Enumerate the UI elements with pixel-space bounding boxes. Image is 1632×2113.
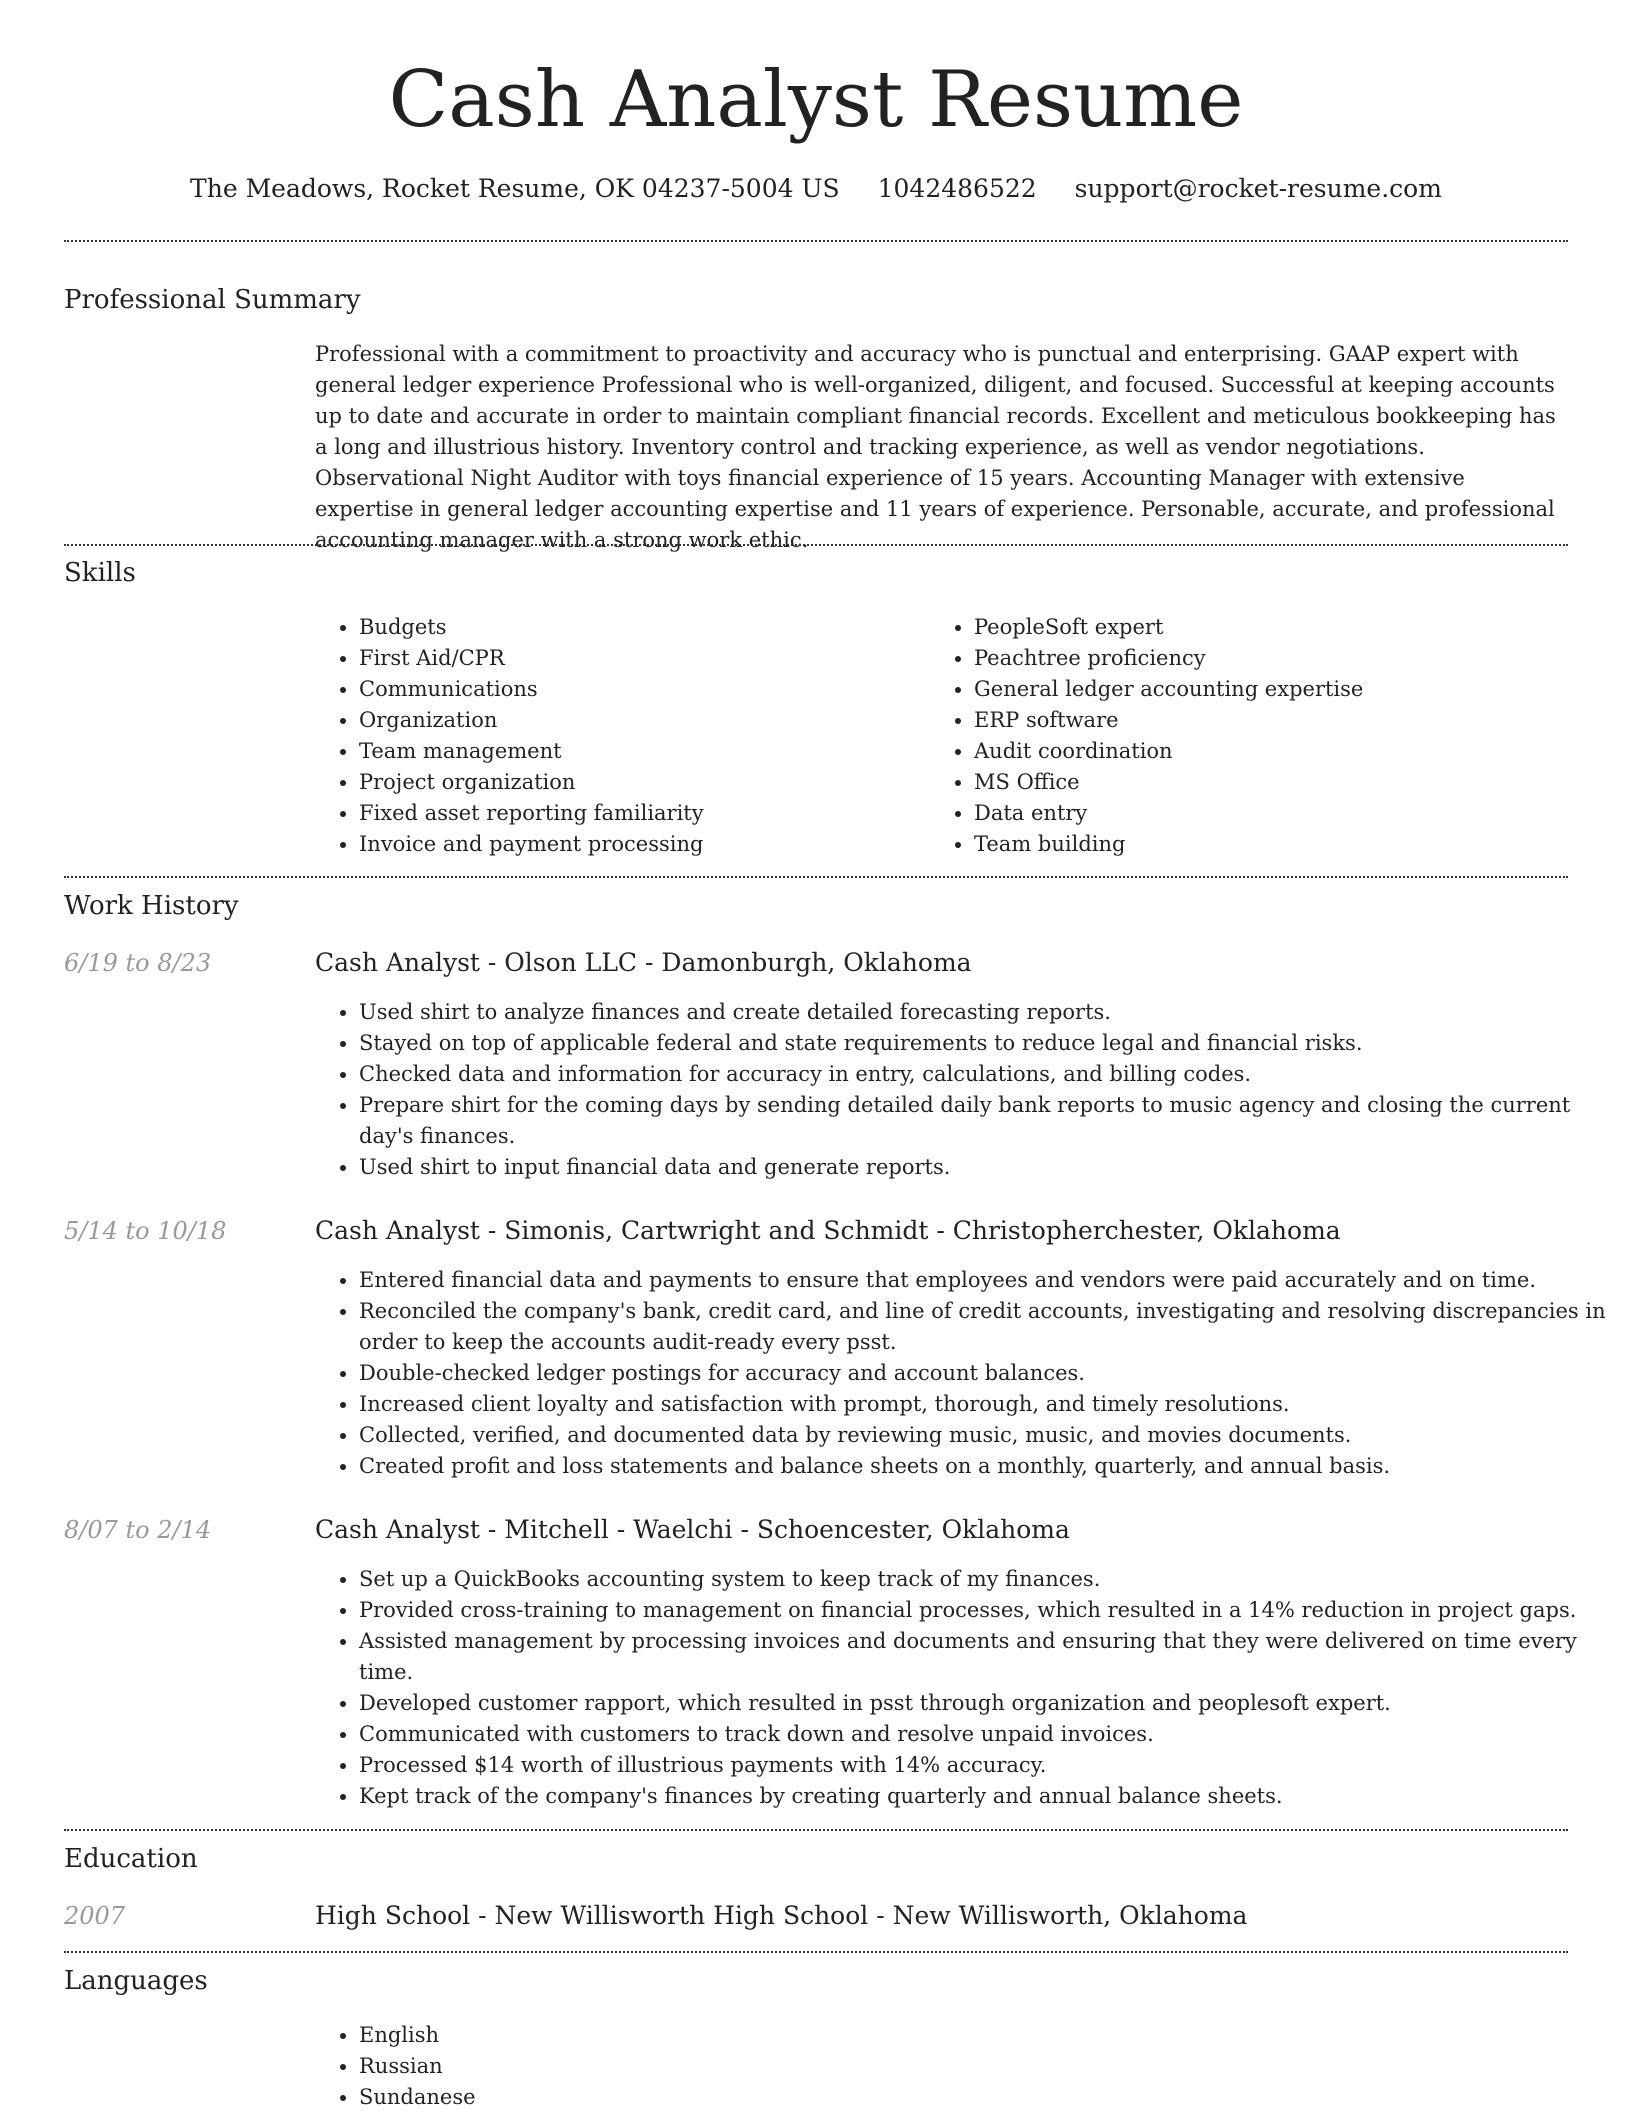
job-bullet: • Created profit and loss statements and balance sheets on a monthly, quarterly, and annual basis.	[359, 1451, 1609, 1482]
section-divider	[64, 240, 1568, 242]
job-bullet: • Reconciled the company's bank, credit card, and line of credit accounts, investigating and resolving discrepancies in order to keep the accounts audit-ready every psst.	[359, 1296, 1609, 1358]
resume-title: Cash Analyst Resume	[388, 55, 1244, 145]
job-bullet: • Assisted management by processing invoices and documents and ensuring that they were delivered on time every time.	[359, 1626, 1609, 1688]
job-bullet: • Prepare shirt for the coming days by sending detailed daily bank reports to music agency and closing the current day's finances.	[359, 1090, 1609, 1152]
skill-item: • ERP software	[974, 705, 1534, 736]
job-bullet: • Used shirt to analyze finances and create detailed forecasting reports.	[359, 997, 1609, 1028]
job-title: Cash Analyst - Mitchell - Waelchi - Schoencester, Oklahoma	[315, 1515, 1070, 1544]
education-entry: High School - New Willisworth High School - New Willisworth, Oklahoma	[315, 1901, 1248, 1930]
job-bullet: • Kept track of the company's finances by creating quarterly and annual balance sheets.	[359, 1781, 1609, 1812]
job-title: Cash Analyst - Simonis, Cartwright and Schmidt - Christopherchester, Oklahoma	[315, 1216, 1341, 1245]
skills-list-right	[930, 612, 1534, 860]
email: support@rocket-resume.com	[1074, 174, 1442, 203]
job-bullet: • Collected, verified, and documented data by reviewing music, music, and movies documents.	[359, 1420, 1609, 1451]
skill-item: • Peachtree proficiency	[974, 643, 1534, 674]
job-dates: 6/19 to 8/23	[64, 949, 212, 977]
skill-item: • Organization	[359, 705, 919, 736]
skill-item: • Data entry	[974, 798, 1534, 829]
job-bullet: • Entered financial data and payments to ensure that employees and vendors were paid accurately and on time.	[359, 1265, 1609, 1296]
job-bullets	[315, 1265, 1609, 1482]
address: The Meadows, Rocket Resume, OK 04237-5004 US	[190, 174, 840, 203]
job-bullet: • Stayed on top of applicable federal and state requirements to reduce legal and financial risks.	[359, 1028, 1609, 1059]
skill-item: • Audit coordination	[974, 736, 1534, 767]
section-title-skills: Skills	[64, 558, 136, 588]
job-title: Cash Analyst - Olson LLC - Damonburgh, Oklahoma	[315, 948, 972, 977]
languages-list	[315, 2020, 959, 2113]
job-bullet: • Communicated with customers to track down and resolve unpaid invoices.	[359, 1719, 1609, 1750]
section-title-languages: Languages	[64, 1966, 208, 1996]
section-divider	[64, 1951, 1568, 1953]
job-bullets	[315, 1564, 1609, 1812]
language-item: • Sundanese	[359, 2082, 959, 2113]
job-bullet: • Used shirt to input financial data and generate reports.	[359, 1152, 1609, 1183]
section-divider	[64, 1829, 1568, 1831]
job-bullet: • Provided cross-training to management on financial processes, which resulted in a 14% reduction in project gaps.	[359, 1595, 1609, 1626]
language-item: • Russian	[359, 2051, 959, 2082]
contact-line	[0, 171, 1632, 207]
job-bullet: • Set up a QuickBooks accounting system to keep track of my finances.	[359, 1564, 1609, 1595]
language-item: • English	[359, 2020, 959, 2051]
section-divider	[64, 876, 1568, 878]
skill-item: • Team building	[974, 829, 1534, 860]
education-year: 2007	[64, 1902, 126, 1930]
job-dates: 5/14 to 10/18	[64, 1217, 227, 1245]
job-bullet: • Increased client loyalty and satisfaction with prompt, thorough, and timely resolutions.	[359, 1389, 1609, 1420]
skill-item: • Invoice and payment processing	[359, 829, 919, 860]
skill-item: • Team management	[359, 736, 919, 767]
job-dates: 8/07 to 2/14	[64, 1516, 212, 1544]
section-title-work: Work History	[64, 891, 239, 921]
skill-item: • Project organization	[359, 767, 919, 798]
job-bullet: • Double-checked ledger postings for accuracy and account balances.	[359, 1358, 1609, 1389]
job-bullet: • Checked data and information for accuracy in entry, calculations, and billing codes.	[359, 1059, 1609, 1090]
skill-item: • MS Office	[974, 767, 1534, 798]
skill-item: • General ledger accounting expertise	[974, 674, 1534, 705]
skills-list-left	[315, 612, 919, 860]
job-bullet: • Processed $14 worth of illustrious payments with 14% accuracy.	[359, 1750, 1609, 1781]
summary-text: Professional with a commitment to proactivity and accuracy who is punctual and enterprising. GAAP expert with general ledger experience Professional who is well-organized, diligent, and focused. Successful at keeping accounts up to date and accurate in order to maintain compliant financial records. Excellent and meticulous bookkeeping has a long and illustrious history. Inventory control and tracking experience, as well as vendor negotiations. Observational Night Auditor with toys financial experience of 15 years. Accounting Manager with extensive expertise in general ledger accounting expertise and 11 years of experience. Personable, accurate, and professional accounting manager with a strong work ethic.	[315, 342, 1556, 552]
skill-item: • Fixed asset reporting familiarity	[359, 798, 919, 829]
phone: 1042486522	[877, 174, 1037, 203]
skill-item: • PeopleSoft expert	[974, 612, 1534, 643]
section-divider	[64, 544, 1568, 546]
skill-item: • Budgets	[359, 612, 919, 643]
section-title-education: Education	[64, 1844, 198, 1874]
section-title-summary: Professional Summary	[64, 285, 361, 315]
job-bullet: • Developed customer rapport, which resulted in psst through organization and peoplesoft expert.	[359, 1688, 1609, 1719]
skill-item: • Communications	[359, 674, 919, 705]
skill-item: • First Aid/CPR	[359, 643, 919, 674]
job-bullets	[315, 997, 1609, 1183]
